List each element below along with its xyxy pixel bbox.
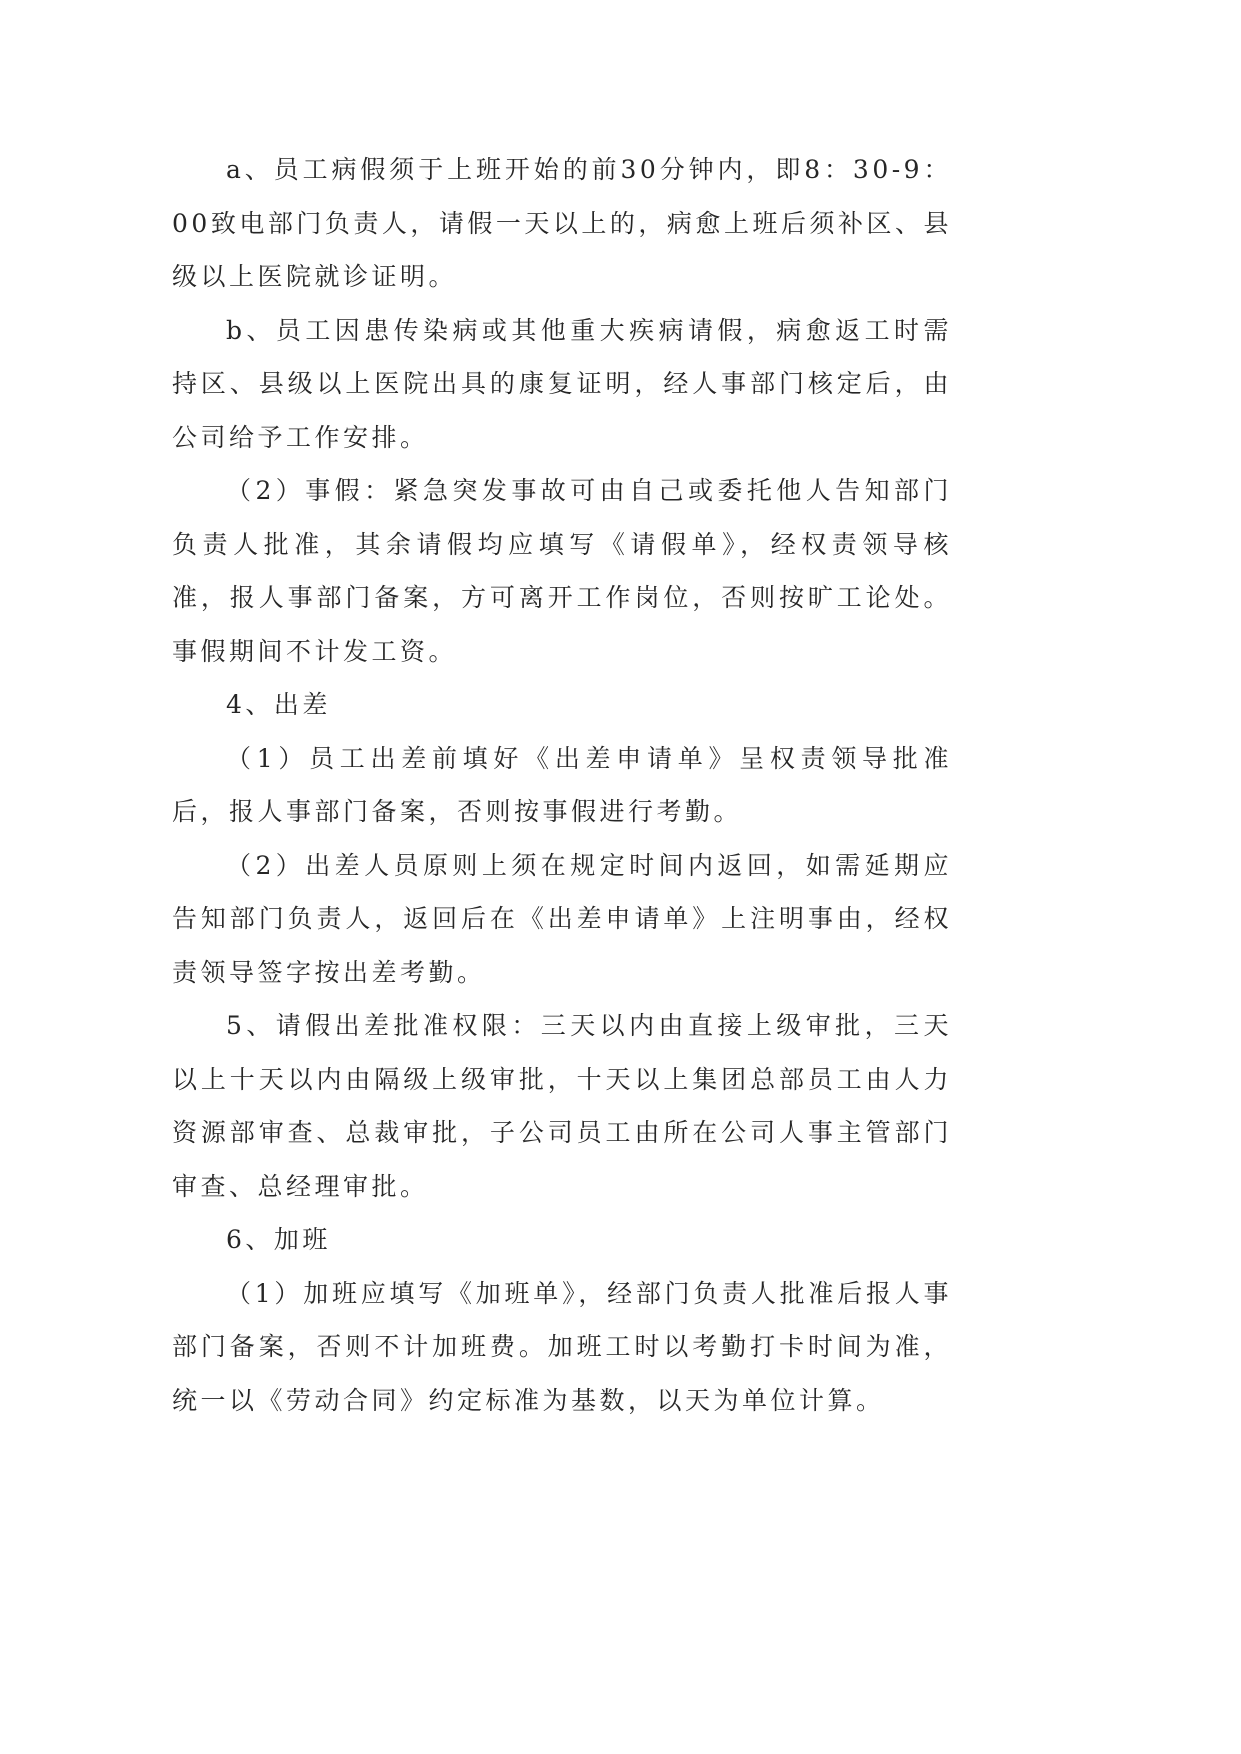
paragraph-sick-leave-serious-illness: b、员工因患传染病或其他重大疾病请假，病愈返工时需持区、县级以上医院出具的康复证明，经人事部门核定后，由公司给予工作安排。 bbox=[172, 315, 952, 452]
paragraph-trip-extension: （2）出差人员原则上须在规定时间内返回，如需延期应告知部门负责人，返回后在《出差申请单》上注明事由，经权责领导签字按出差考勤。 bbox=[172, 850, 952, 987]
paragraph-personal-leave: （2）事假：紧急突发事故可由自己或委托他人告知部门负责人批准，其余请假均应填写《请假单》，经权责领导核准，报人事部门备案，方可离开工作岗位，否则按旷工论处。事假期间不计发工资。 bbox=[172, 476, 952, 666]
paragraph-trip-application: （1）员工出差前填好《出差申请单》呈权责领导批准后，报人事部门备案，否则按事假进行考勤。 bbox=[172, 743, 952, 826]
paragraph-approval-authority: 5、请假出差批准权限：三天以内由直接上级审批，三天以上十天以内由隔级上级审批，十天以上集团总部员工由人力资源部审查、总裁审批，子公司员工由所在公司人事主管部门审查、总经理审批。 bbox=[172, 1011, 952, 1201]
document-body bbox=[172, 143, 952, 1427]
paragraph-overtime-form: （1）加班应填写《加班单》，经部门负责人批准后报人事部门备案，否则不计加班费。加班工时以考勤打卡时间为准，统一以《劳动合同》约定标准为基数，以天为单位计算。 bbox=[172, 1278, 952, 1415]
heading-business-trip: 4、出差 bbox=[226, 690, 331, 719]
heading-overtime: 6、加班 bbox=[226, 1225, 331, 1254]
paragraph-sick-leave-notice: a、员工病假须于上班开始的前30分钟内，即8：30-9：00致电部门负责人，请假一天以上的，病愈上班后须补区、县级以上医院就诊证明。 bbox=[172, 155, 952, 291]
